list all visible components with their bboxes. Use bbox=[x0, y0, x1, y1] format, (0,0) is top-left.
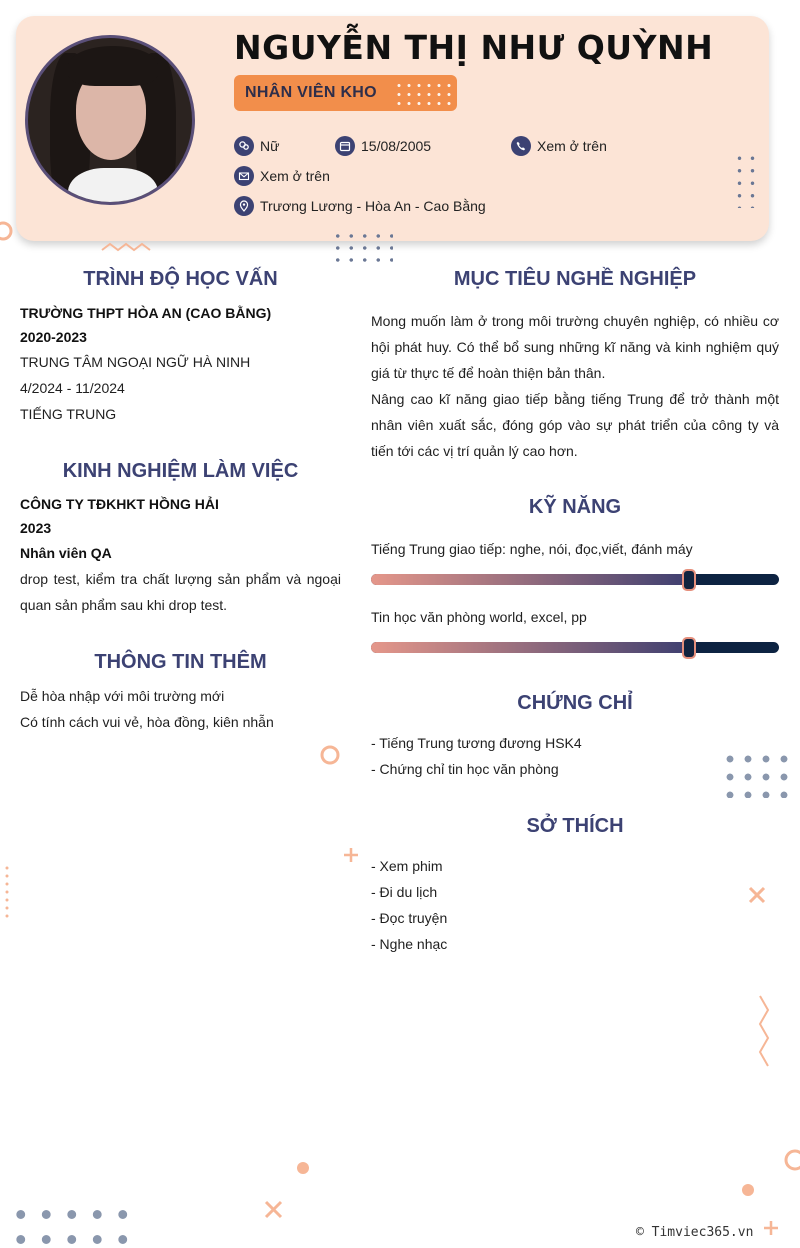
address-value: Trương Lương - Hòa An - Cao Bằng bbox=[260, 198, 486, 214]
hobby-item: - Đọc truyện bbox=[371, 910, 448, 926]
experience-company: CÔNG TY TĐKHKT HỒNG HẢI bbox=[20, 496, 219, 512]
experience-title: KINH NGHIỆM LÀM VIỆC bbox=[62, 460, 299, 482]
education-title: TRÌNH ĐỘ HỌC VẤN bbox=[83, 268, 278, 290]
hobby-item: - Xem phim bbox=[371, 858, 443, 874]
hobbies-title: SỞ THÍCH bbox=[526, 815, 624, 837]
gender-info bbox=[234, 136, 279, 156]
dot-grid-decoration bbox=[721, 750, 789, 798]
skill-bar bbox=[371, 574, 779, 585]
candidate-name: NGUYỄN THỊ NHƯ QUỲNH bbox=[234, 28, 714, 67]
education-major: TIẾNG TRUNG bbox=[20, 406, 117, 422]
skill-label: Tin học văn phòng world, excel, pp bbox=[371, 609, 587, 625]
zigzag-decoration bbox=[760, 996, 768, 1066]
dot-column-decoration bbox=[6, 867, 9, 918]
birthday-value: 15/08/2005 bbox=[361, 138, 432, 154]
experience-description: drop test, kiểm tra chất lượng sản phẩm và ngoại quan sản phẩm sau khi drop test. bbox=[20, 571, 341, 613]
skill-bar-fill bbox=[371, 574, 689, 585]
objective-title: MỤC TIÊU NGHỀ NGHIỆP bbox=[453, 268, 697, 290]
email-info bbox=[234, 166, 330, 186]
footer-watermark: © Timviec365.vn bbox=[636, 1225, 754, 1240]
education-center: TRUNG TÂM NGOẠI NGỮ HÀ NINH bbox=[20, 354, 251, 370]
dot-grid-decoration bbox=[733, 152, 763, 208]
ring-decoration bbox=[322, 747, 338, 763]
address-info bbox=[234, 196, 486, 216]
experience-year: 2023 bbox=[20, 520, 52, 536]
plus-decoration bbox=[764, 1221, 778, 1235]
experience-position: Nhân viên QA bbox=[20, 545, 112, 561]
certificate-item: - Tiếng Trung tương đương HSK4 bbox=[371, 735, 582, 751]
extra-info-line: Dễ hòa nhập với môi trường mới bbox=[20, 688, 225, 704]
dot-decoration bbox=[297, 1162, 309, 1174]
objective-paragraph: Nâng cao kĩ năng giao tiếp bằng tiếng Trung để trở thành một nhân viên xuất sắc, đóng góp vào sự phát triển của công ty và tiến tới các vị trí quản lý cao hơn. bbox=[371, 391, 779, 459]
gender-value: Nữ bbox=[260, 138, 280, 154]
skill-bar-fill bbox=[371, 642, 689, 653]
certificate-item: - Chứng chỉ tin học văn phòng bbox=[371, 761, 559, 777]
skill-label: Tiếng Trung giao tiếp: nghe, nói, đọc,viết, đánh máy bbox=[371, 541, 693, 557]
skill-bar bbox=[371, 642, 779, 653]
phone-value: Xem ở trên bbox=[537, 138, 607, 154]
badge-dots-decoration bbox=[394, 81, 454, 105]
ring-decoration bbox=[786, 1151, 800, 1169]
calendar-icon bbox=[335, 136, 355, 156]
hobby-item: - Nghe nhạc bbox=[371, 936, 448, 952]
x-decoration bbox=[266, 1202, 281, 1217]
avatar bbox=[25, 35, 195, 205]
ring-decoration bbox=[0, 223, 11, 239]
extra-info-title: THÔNG TIN THÊM bbox=[94, 651, 267, 673]
dot-decoration bbox=[742, 1184, 754, 1196]
job-title-badge bbox=[234, 75, 457, 111]
location-pin-icon bbox=[234, 196, 254, 216]
dot-grid-decoration bbox=[331, 230, 393, 262]
certificates-title: CHỨNG CHỈ bbox=[517, 692, 633, 714]
objective-paragraph: Mong muốn làm ở trong môi trường chuyên nghiệp, có nhiều cơ hội phát huy. Có thể bổ sung những kĩ năng và kinh nghiệm quý giá từ thực tế để hoàn thiện bản thân. bbox=[371, 313, 779, 381]
education-period: 4/2024 - 11/2024 bbox=[20, 380, 125, 396]
phone-icon bbox=[511, 136, 531, 156]
birthday-info bbox=[335, 136, 431, 156]
gender-icon bbox=[234, 136, 254, 156]
extra-info-line: Có tính cách vui vẻ, hòa đồng, kiên nhẫn bbox=[20, 714, 274, 730]
mail-icon bbox=[234, 166, 254, 186]
skills-title: KỸ NĂNG bbox=[528, 496, 622, 518]
dot-grid-decoration bbox=[8, 1202, 134, 1248]
skill-bar-knob bbox=[682, 569, 696, 591]
hobby-item: - Đi du lịch bbox=[371, 884, 438, 900]
skill-bar-knob bbox=[682, 637, 696, 659]
plus-decoration bbox=[344, 848, 358, 862]
x-decoration bbox=[750, 888, 764, 902]
phone-info bbox=[511, 136, 607, 156]
education-school: TRƯỜNG THPT HÒA AN (CAO BẰNG) bbox=[20, 305, 272, 321]
zigzag-decoration bbox=[102, 244, 150, 250]
education-years: 2020-2023 bbox=[20, 329, 87, 345]
email-value: Xem ở trên bbox=[260, 168, 330, 184]
job-title: NHÂN VIÊN KHO bbox=[245, 84, 377, 101]
